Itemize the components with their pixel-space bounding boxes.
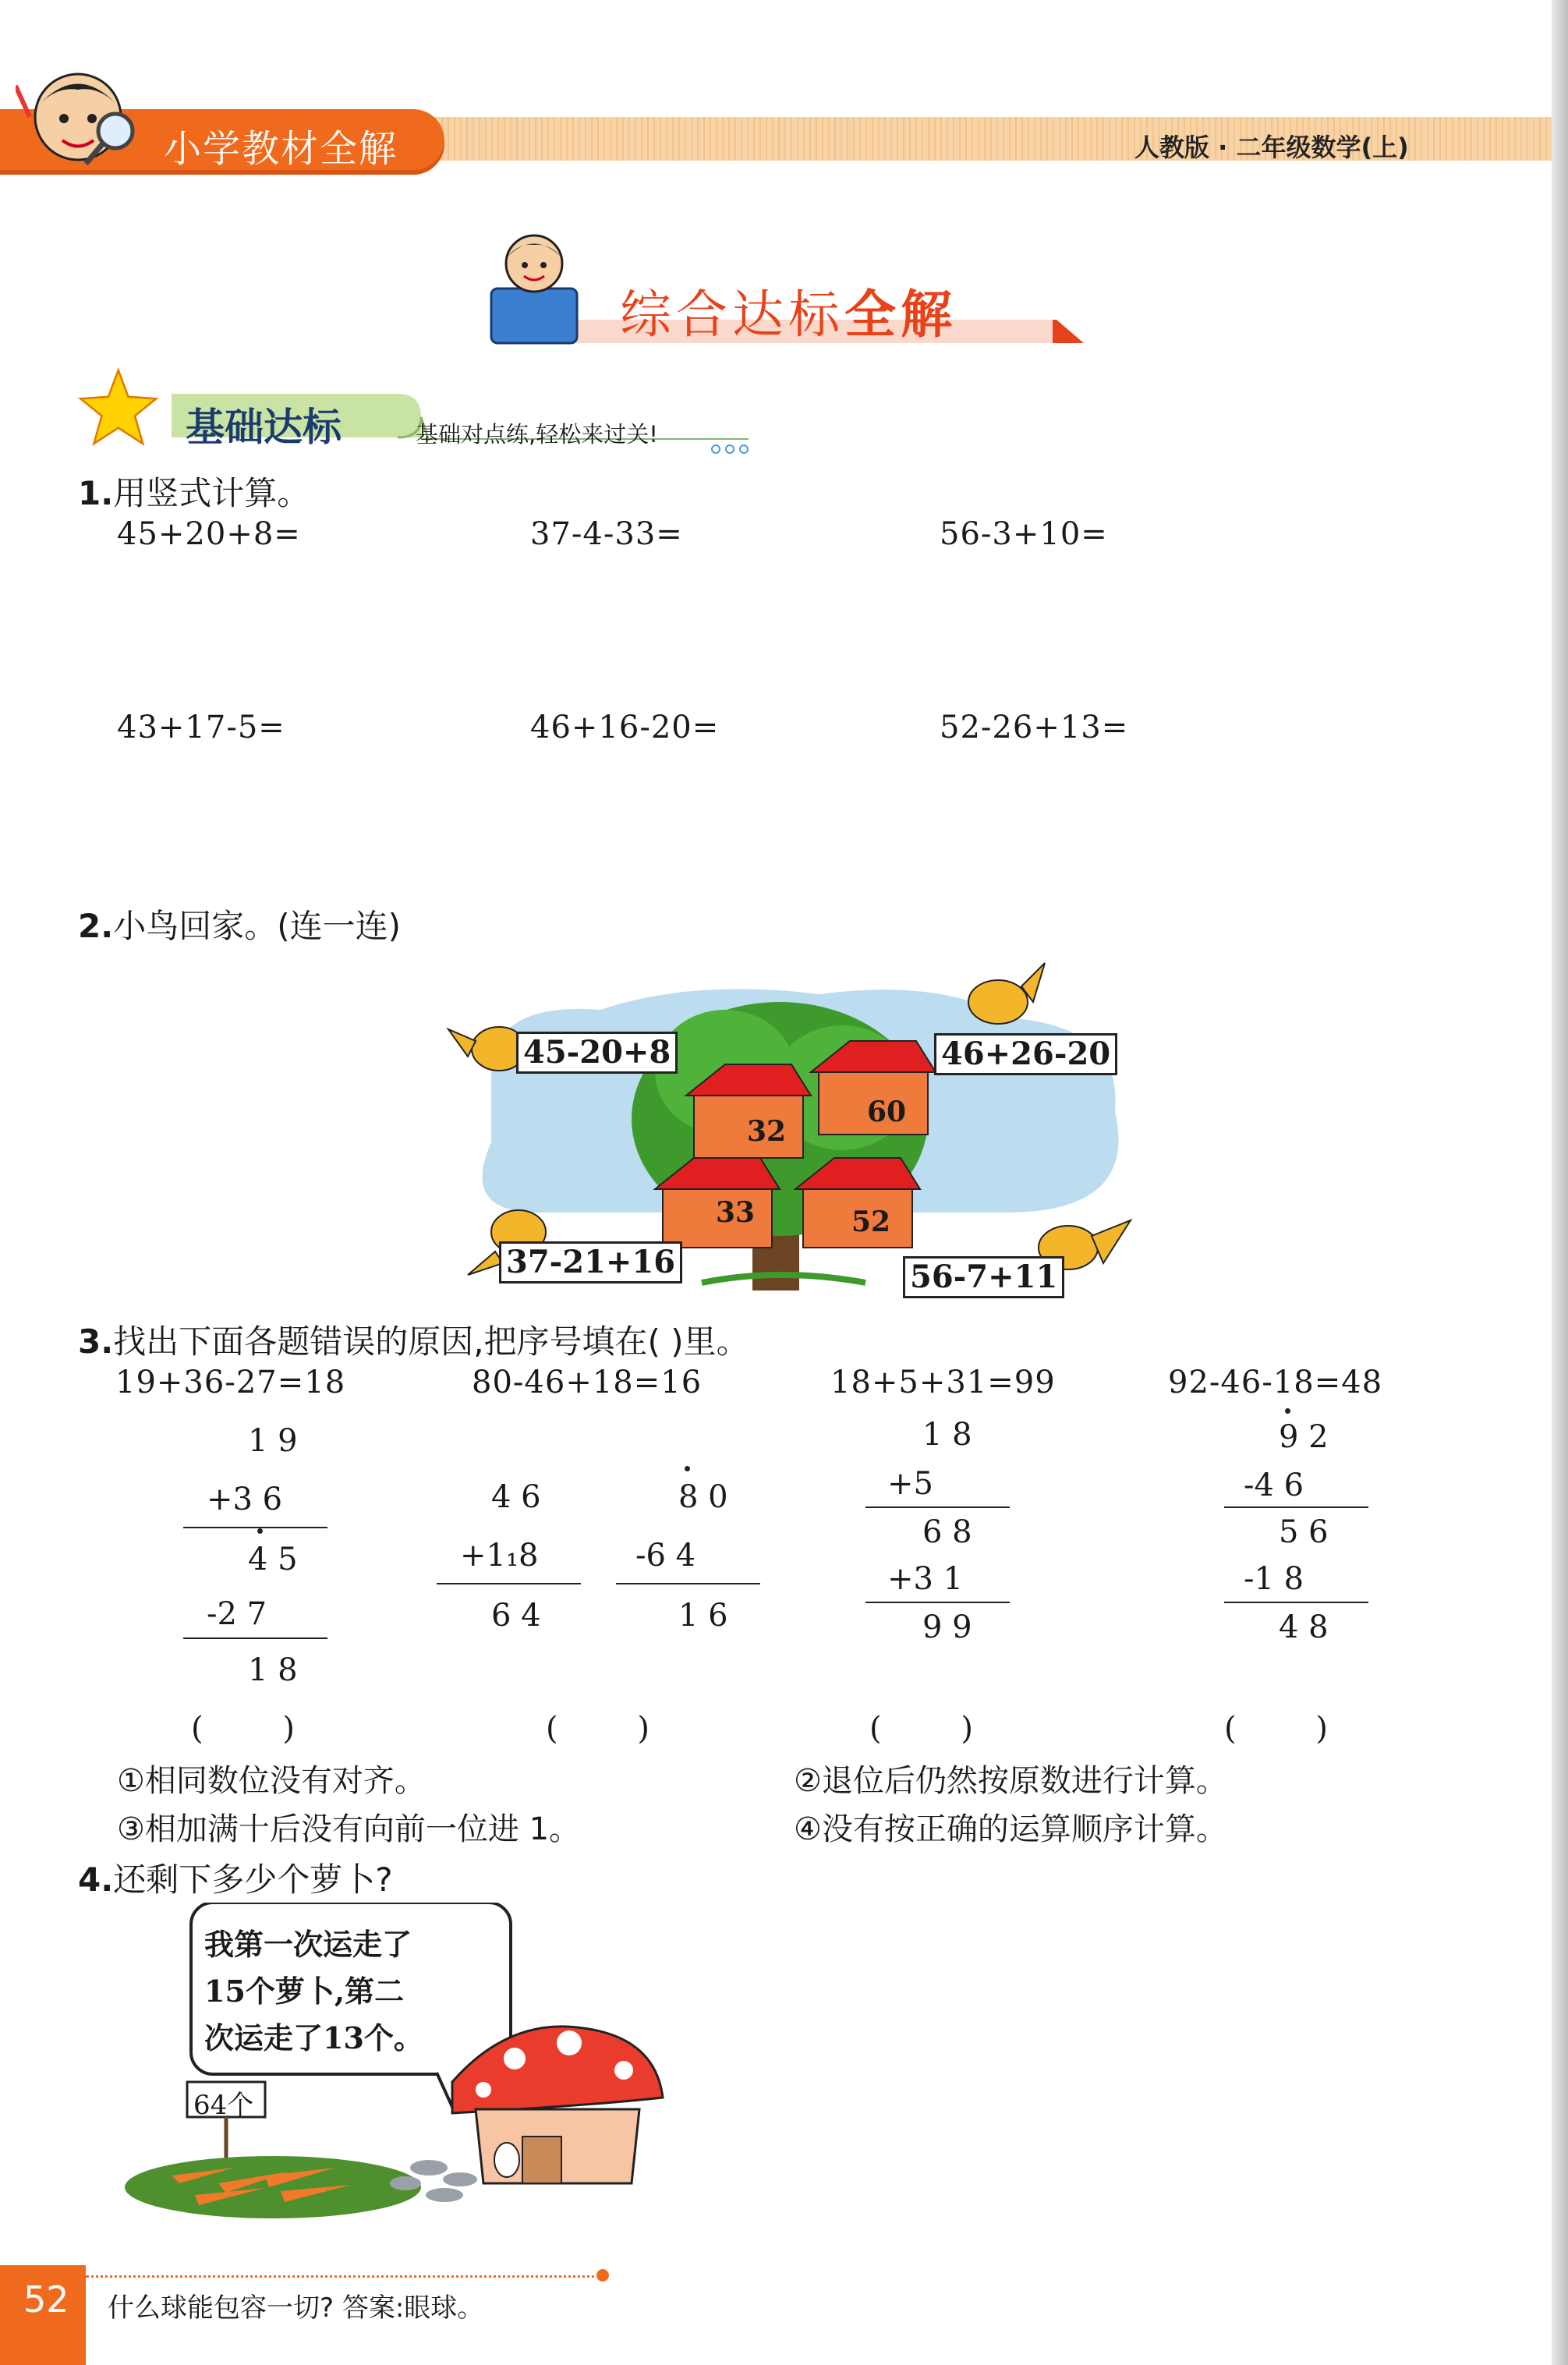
carrot-sign: 64个 [193, 2090, 254, 2121]
q1-expr-3: 56-3+10= [940, 516, 1108, 552]
house-number-2: 60 [867, 1096, 907, 1128]
calc-c-r4: +3 1 [887, 1561, 964, 1597]
calc-c-r1: 1 8 [922, 1417, 972, 1453]
reason-4: ④没有按正确的运算顺序计算。 [794, 1811, 1227, 1847]
footer-dot [596, 2269, 609, 2282]
section-title-prefix: 综合达标 [620, 285, 844, 345]
q3-problem-4: 92-46-18=48 [1168, 1365, 1383, 1400]
calc-c-r3: 6 8 [922, 1514, 972, 1550]
calc-b2-line [616, 1583, 760, 1584]
calc-c-line-2 [865, 1602, 1010, 1603]
q2-heading [78, 901, 401, 947]
bird-label-3: 37-21+16 [499, 1241, 682, 1283]
speech-bubble-text [204, 1921, 423, 2062]
borrow-dot [1285, 1408, 1290, 1414]
q3-heading [78, 1316, 749, 1363]
reason-2: ②退位后仍然按原数进行计算。 [794, 1763, 1227, 1799]
calc-c-r2: +5 [887, 1466, 933, 1502]
q3-number: 3. [78, 1322, 114, 1361]
answer-blank-3[interactable]: ( ) [869, 1711, 973, 1747]
q4-heading [78, 1854, 392, 1901]
bubble-line-1: 我第一次运走了 [204, 1927, 412, 1962]
q1-expr-1: 45+20+8= [117, 516, 301, 552]
calc-b1-line [437, 1583, 581, 1584]
house-number-4: 52 [851, 1206, 891, 1238]
bubble-line-3: 次运走了13个。 [204, 2020, 423, 2055]
calc-d-line-2 [1224, 1602, 1368, 1603]
brand-name: 小学教材全解 [164, 127, 398, 171]
bird-icon [968, 963, 1045, 1024]
calc-a-line-1 [183, 1527, 327, 1528]
q2-number: 2. [78, 907, 114, 945]
q1-number: 1. [78, 474, 114, 512]
calc-b2-r3: 1 6 [678, 1598, 728, 1634]
bird-label-4: 56-7+11 [903, 1256, 1064, 1298]
edition-label: 人教版 · 二年级数学(上) [1134, 133, 1409, 162]
q3-text: 找出下面各题错误的原因,把序号填在( )里。 [113, 1322, 749, 1361]
section-title-strong: 全解 [844, 285, 957, 345]
house-number-3: 33 [716, 1196, 756, 1229]
calc-a-r2: +3 6 [207, 1482, 283, 1517]
q4-number: 4. [78, 1860, 114, 1899]
reason-1: ①相同数位没有对齐。 [117, 1763, 426, 1799]
bird-label-1: 45-20+8 [516, 1032, 678, 1074]
q3-problem-1: 19+36-27=18 [115, 1365, 346, 1400]
calc-d-line-1 [1224, 1506, 1368, 1508]
carry-dot [257, 1528, 263, 1534]
calc-a-line-2 [183, 1637, 327, 1639]
page-edge [1552, 0, 1568, 2365]
calc-a-r3: 4 5 [248, 1542, 298, 1577]
sub-title: 基础达标 [186, 405, 342, 450]
rabbit-icon [494, 2143, 519, 2177]
q3-problem-3: 18+5+31=99 [830, 1365, 1056, 1400]
house-number-1: 32 [747, 1115, 787, 1148]
sub-desc: 基础对点练,轻松来过关! [416, 421, 658, 448]
calc-d-r4: -1 8 [1244, 1561, 1304, 1597]
section-title [620, 273, 957, 347]
q1-text: 用竖式计算。 [113, 474, 310, 512]
q4-text: 还剩下多少个萝卜? [113, 1860, 393, 1899]
calc-d-r2: -4 6 [1244, 1468, 1304, 1503]
bubble-line-2: 15个萝卜,第二 [204, 1974, 405, 2009]
bird-label-2: 46+26-20 [934, 1033, 1117, 1075]
calc-b1-r1: 4 6 [491, 1479, 541, 1515]
reason-3: ③相加满十后没有向前一位进 1。 [117, 1811, 581, 1847]
q1-expr-5: 46+16-20= [530, 710, 720, 745]
calc-a-r4: -2 7 [207, 1596, 267, 1632]
q1-heading [78, 468, 310, 515]
q2-text: 小鸟回家。(连一连) [113, 907, 401, 945]
q1-expr-4: 43+17-5= [117, 710, 285, 745]
q1-expr-2: 37-4-33= [530, 516, 683, 552]
calc-b2-r2: -6 4 [635, 1538, 696, 1574]
q1-expr-6: 52-26+13= [940, 710, 1129, 745]
answer-blank-1[interactable]: ( ) [191, 1711, 295, 1747]
footer-divider [86, 2275, 600, 2279]
bird-icon [448, 1027, 526, 1071]
calc-b2-r1: 8 0 [678, 1479, 728, 1515]
answer-blank-2[interactable]: ( ) [546, 1711, 649, 1747]
calc-b1-r2: +1₁8 [460, 1538, 539, 1574]
calc-b1-r3: 6 4 [491, 1598, 541, 1634]
calc-c-line-1 [865, 1506, 1010, 1508]
calc-c-r5: 9 9 [922, 1609, 972, 1645]
calc-a-r1: 1 9 [248, 1423, 298, 1459]
answer-blank-4[interactable]: ( ) [1224, 1711, 1328, 1747]
borrow-dot [685, 1466, 690, 1471]
calc-a-r5: 1 8 [248, 1652, 298, 1688]
q3-problem-2: 80-46+18=16 [472, 1365, 703, 1400]
calc-d-r1: 9 2 [1279, 1419, 1329, 1455]
page-number: 52 [23, 2278, 69, 2321]
footer-riddle: 什么球能包容一切? 答案:眼球。 [108, 2292, 484, 2324]
calc-d-r5: 4 8 [1279, 1609, 1329, 1645]
calc-d-r3: 5 6 [1279, 1514, 1329, 1550]
boy-magnifier-icon [16, 62, 156, 179]
